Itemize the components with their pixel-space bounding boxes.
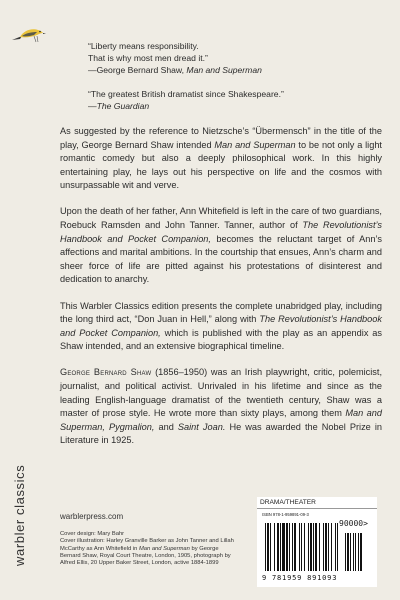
barcode-number: 9 781959 891093	[262, 574, 338, 582]
quote-guardian-attribution: —The Guardian	[88, 101, 150, 111]
quote-shaw-line2: That is why most men dread it.”	[88, 53, 208, 63]
quote-guardian-line1: “The greatest British dramatist since Shakespeare.”	[88, 89, 284, 99]
credit-illustration: Cover illustration: Harley Granville Barker as John Tanner and Lillah McCarthy as Ann Whitefield in Man and Superman by George Bernard Shaw, Royal Court Theatre, London, 1905, photograph by Alfred Ellis, 20 Upper Baker Street, London, active 1884-1899	[60, 538, 234, 567]
publisher-name-vertical: warbler classics	[12, 464, 27, 566]
epigraph-quotes	[88, 40, 378, 124]
quote-guardian	[88, 88, 378, 112]
paragraph-author-bio: George Bernard Shaw (1856–1950) was an Irish playwright, critic, polemicist, journalist, and political activist. Unrivaled in his lifetime and since as the leading English-language dramatist of the twentieth century, Shaw was a master of prose style. He wrote more than sixty plays, among them Man and Superman, Pygmalion, and Saint Joan. He was awarded the Nobel Prize in Literature in 1925.	[60, 367, 382, 446]
blurb-body	[60, 125, 382, 460]
warbler-bird-logo	[10, 18, 46, 46]
isbn-text: ISBN 978-1-959891-09-3	[262, 512, 309, 517]
category-divider	[257, 508, 377, 509]
credit-design: Cover design: Mary Bahr	[60, 531, 125, 537]
publisher-website: warblerpress.com	[60, 512, 124, 521]
quote-shaw	[88, 40, 378, 76]
quote-shaw-line1: “Liberty means responsibility.	[88, 41, 199, 51]
category-label: DRAMA/THEATER	[260, 499, 316, 506]
paragraph-edition: This Warbler Classics edition presents the complete unabridged play, including the long third act, “Don Juan in Hell,” along with The Revolutionist’s Handbook and Pocket Companion, which is published with the play as an appendix as Shaw intended, and an extensive biographical timeline.	[60, 300, 383, 352]
price-code: 90000>	[339, 519, 368, 528]
quote-shaw-attribution: —George Bernard Shaw, Man and Superman	[88, 65, 262, 75]
paragraph-intro: As suggested by the reference to Nietzsche’s “Übermensch” in the title of the play, George Bernard Shaw intended Man and Superman to be not only a light romantic comedy but also a deeply philosophical work. In this highly entertaining play, he lays out his perspective on life and the cosmos with unsurpassable wit and verve.	[60, 126, 382, 191]
barcode-bars	[263, 523, 371, 573]
paragraph-plot: Upon the death of her father, Ann Whitefield is left in the care of two guardians, Roebuck Ramsden and John Tanner. Tanner, author of The Revolutionist’s Handbook and Pocket Companion, becomes the reluctant target of Ann’s affections and marital ambitions. In the courtship that ensues, Ann’s charm and sheer force of life are pitted against his protestations of disinterest and dedication to anarchy.	[60, 206, 383, 285]
cover-credits	[60, 531, 240, 567]
barcode-panel	[257, 497, 377, 587]
